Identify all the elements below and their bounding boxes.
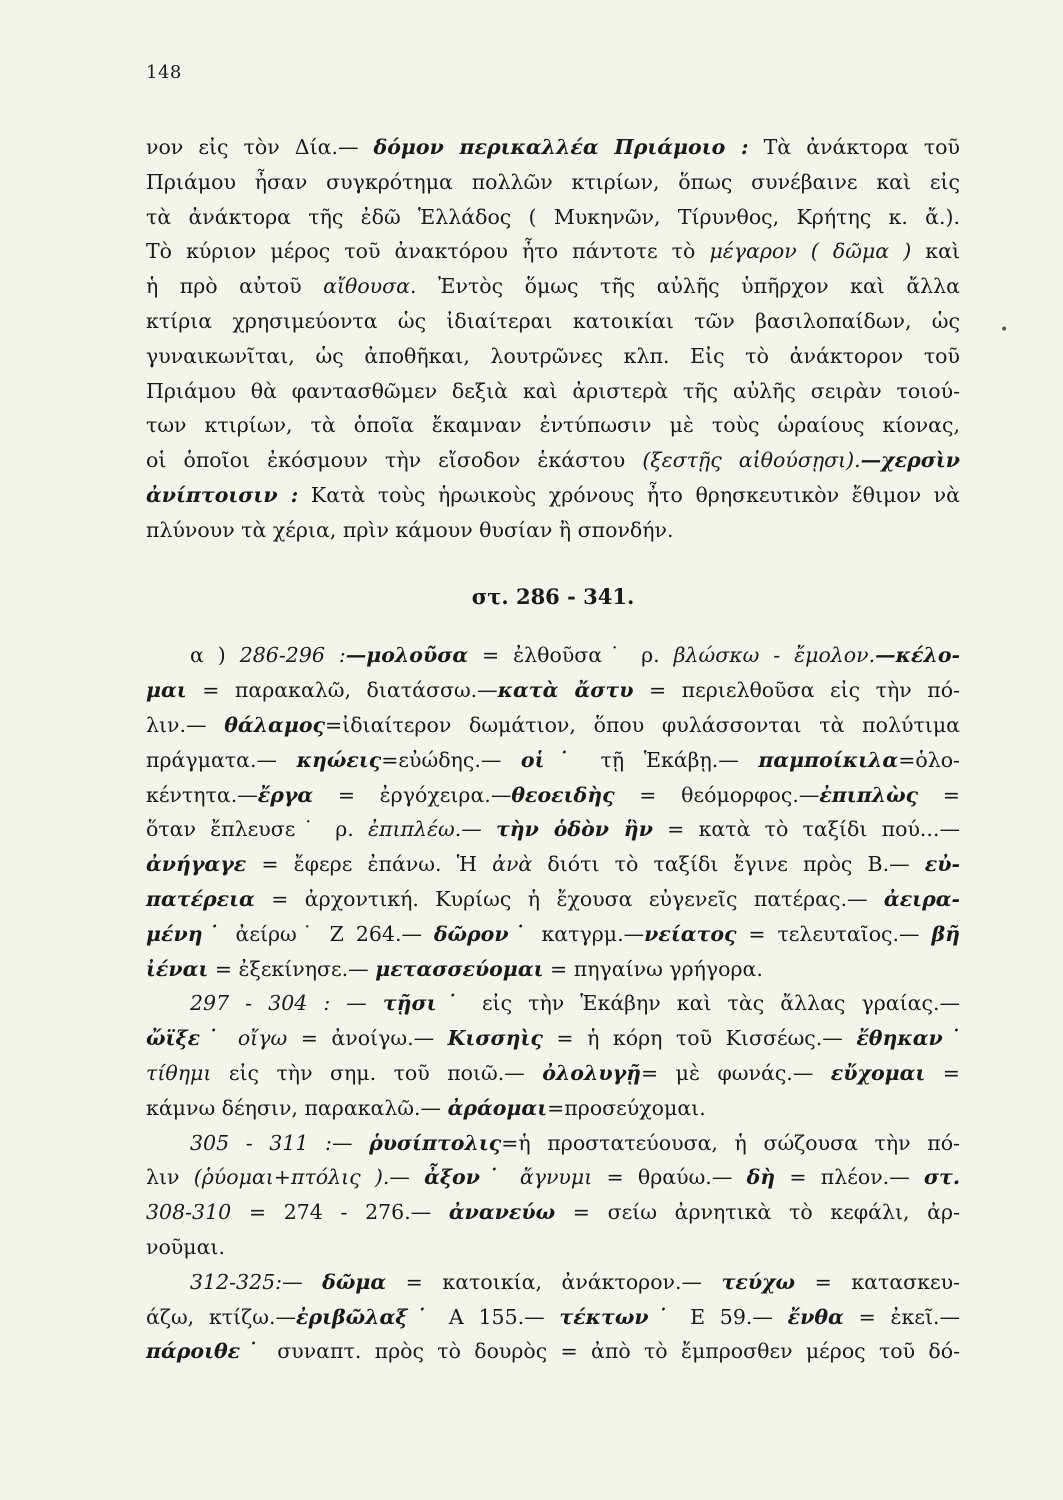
text-line: τὰ ἀνάκτορα τῆς ἐδῶ Ἑλλάδος ( Μυκηνῶν, Τίρυνθος, Κρήτης κ. ἄ.). — [146, 204, 960, 229]
text-line: ἡ πρὸ αὐτοῦ αἴθουσα. Ἐντὸς ὅμως τῆς αὐλῆς ὑπῆρχον καὶ ἄλλα — [146, 274, 960, 299]
text-line: 308-310 = 274 - 276.— ἀνανεύω = σείω ἀρνητικὰ τὸ κεφάλι, ἀρ- — [146, 1200, 960, 1225]
text-line: νον εἰς τὸν Δία.— δόμον περικαλλέα Πριάμοιο : Τὰ ἀνάκτορα τοῦ — [146, 135, 960, 159]
text-line: άζω, κτίζω.—ἐριβῶλαξ˙ Α 155.— τέκτων˙ Ε 59.— ἔνθα = ἐκεῖ.— — [146, 1304, 960, 1329]
text-line: των κτιρίων, τὰ ὁποῖα ἔκαμναν ἐντύπωσιν μὲ τοὺς ὡραίους κίονας, — [146, 413, 960, 438]
text-line: κτίρια χρησιμεύοντα ὡς ἰδιαίτεραι κατοικίαι τῶν βασιλοπαίδων, ὡς — [146, 308, 960, 333]
text-line: πλύνουν τὰ χέρια, πρὶν κάμουν θυσίαν ἢ σπονδήν. — [146, 517, 674, 542]
text-line: Πριάμου ἦσαν συγκρότημα πολλῶν κτιρίων, ὅπως συνέβαινε καὶ εἰς — [146, 169, 960, 194]
text-line: 305 - 311 :— ῥυσίπτολις=ἡ προστατεύουσα, ἡ σώζουσα τὴν πό- — [190, 1130, 960, 1155]
text-line: λιν (ῥύομαι+πτόλις ).— ἆξον˙ ἄγνυμι = θραύω.— δὴ = πλέον.— στ. — [146, 1165, 960, 1190]
text-line: οἱ ὁποῖοι ἐκόσμουν τὴν εἴσοδον ἑκάστου (ξεστῇς αἰθούσῃσι).—χερσὶν — [146, 448, 960, 473]
text-line: 297 - 304 : — τῇσι˙ εἰς τὴν Ἑκάβην καὶ τὰς ἄλλας γραίας.— — [190, 991, 960, 1016]
text-line: Τὸ κύριον μέρος τοῦ ἀνακτόρου ἦτο πάντοτε τὸ μέγαρον ( δῶμα ) καὶ — [146, 239, 960, 264]
text-line: κάμνω δέησιν, παρακαλῶ.— ἀράομαι=προσεύχομαι. — [146, 1095, 706, 1120]
text-line: μαι = παρακαλῶ, διατάσσω.—κατὰ ἄστυ = περιελθοῦσα εἰς τὴν πό- — [146, 678, 960, 703]
text-line: α ) 286-296 :—μολοῦσα = ἐλθοῦσα˙ ρ. βλώσκω - ἔμολον.—κέλο- — [190, 643, 961, 668]
text-line: ὤϊξε˙ οἴγω = ἀνοίγω.— Κισσηὶς = ἡ κόρη τοῦ Κισσέως.— ἔθηκαν˙ — [146, 1026, 960, 1051]
text-line: νοῦμαι. — [146, 1234, 225, 1259]
text-line: κέντητα.—ἔργα = ἐργόχειρα.—θεοειδὴς = θεόμορφος.—ἐπιπλὼς = — [146, 782, 960, 807]
commentary-text — [146, 130, 960, 1369]
margin-mark: • — [1000, 322, 1009, 338]
text-line: ἰέναι = ἐξεκίνησε.— μετασσεύομαι = πηγαίνω γρήγορα. — [146, 956, 763, 981]
text-line: πάροιθε˙ συναπτ. πρὸς τὸ δουρὸς = ἀπὸ τὸ ἔμπροσθεν μέρος τοῦ δό- — [146, 1339, 960, 1364]
text-line: πράγματα.— κηώεις=εὐώδης.— οἱ˙ τῇ Ἑκάβῃ.— παμποίκιλα=ὁλο- — [146, 747, 960, 772]
text-line: γυναικωνῖται, ὡς ἀποθῆκαι, λουτρῶνες κλπ. Εἰς τὸ ἀνάκτορον τοῦ — [146, 343, 960, 368]
text-line: ὅταν ἔπλευσε˙ ρ. ἐπιπλέω.— τὴν ὁδὸν ἣν = κατὰ τὸ ταξίδι πού...— — [146, 817, 960, 842]
text-line: τίθημι εἰς τὴν σημ. τοῦ ποιῶ.— ὀλολυγῇ= μὲ φωνάς.— εὔχομαι = — [146, 1060, 960, 1085]
text-line: πατέρεια = ἀρχοντική. Κυρίως ἡ ἔχουσα εὐγενεῖς πατέρας.— ἀειρα- — [146, 886, 960, 911]
section-heading: στ. 286 - 341. — [471, 583, 635, 609]
text-line: ἀνήγαγε = ἔφερε ἐπάνω. Ἡ ἀνὰ διότι τὸ ταξίδι ἔγινε πρὸς Β.— εὐ- — [146, 852, 960, 877]
text-line: Πριάμου θὰ φαντασθῶμεν δεξιὰ καὶ ἀριστερὰ τῆς αὐλῆς σειρὰν τοιού- — [146, 378, 960, 403]
text-line: ἀνίπτοισιν : Κατὰ τοὺς ἡρωικοὺς χρόνους ἦτο θρησκευτικὸν ἔθιμον νὰ — [146, 482, 960, 507]
text-line: λιν.— θάλαμος=ἰδιαίτερον δωμάτιον, ὅπου φυλάσσονται τὰ πολύτιμα — [146, 712, 960, 737]
text-line: 312-325:— δῶμα = κατοικία, ἀνάκτορον.— τεύχω = κατασκευ- — [190, 1269, 960, 1294]
page-number: 148 — [146, 62, 182, 83]
text-line: μένη˙ ἀείρω˙ Ζ 264.— δῶρον˙ κατγρμ.—νείατος = τελευταῖος.— βῆ — [146, 921, 960, 946]
